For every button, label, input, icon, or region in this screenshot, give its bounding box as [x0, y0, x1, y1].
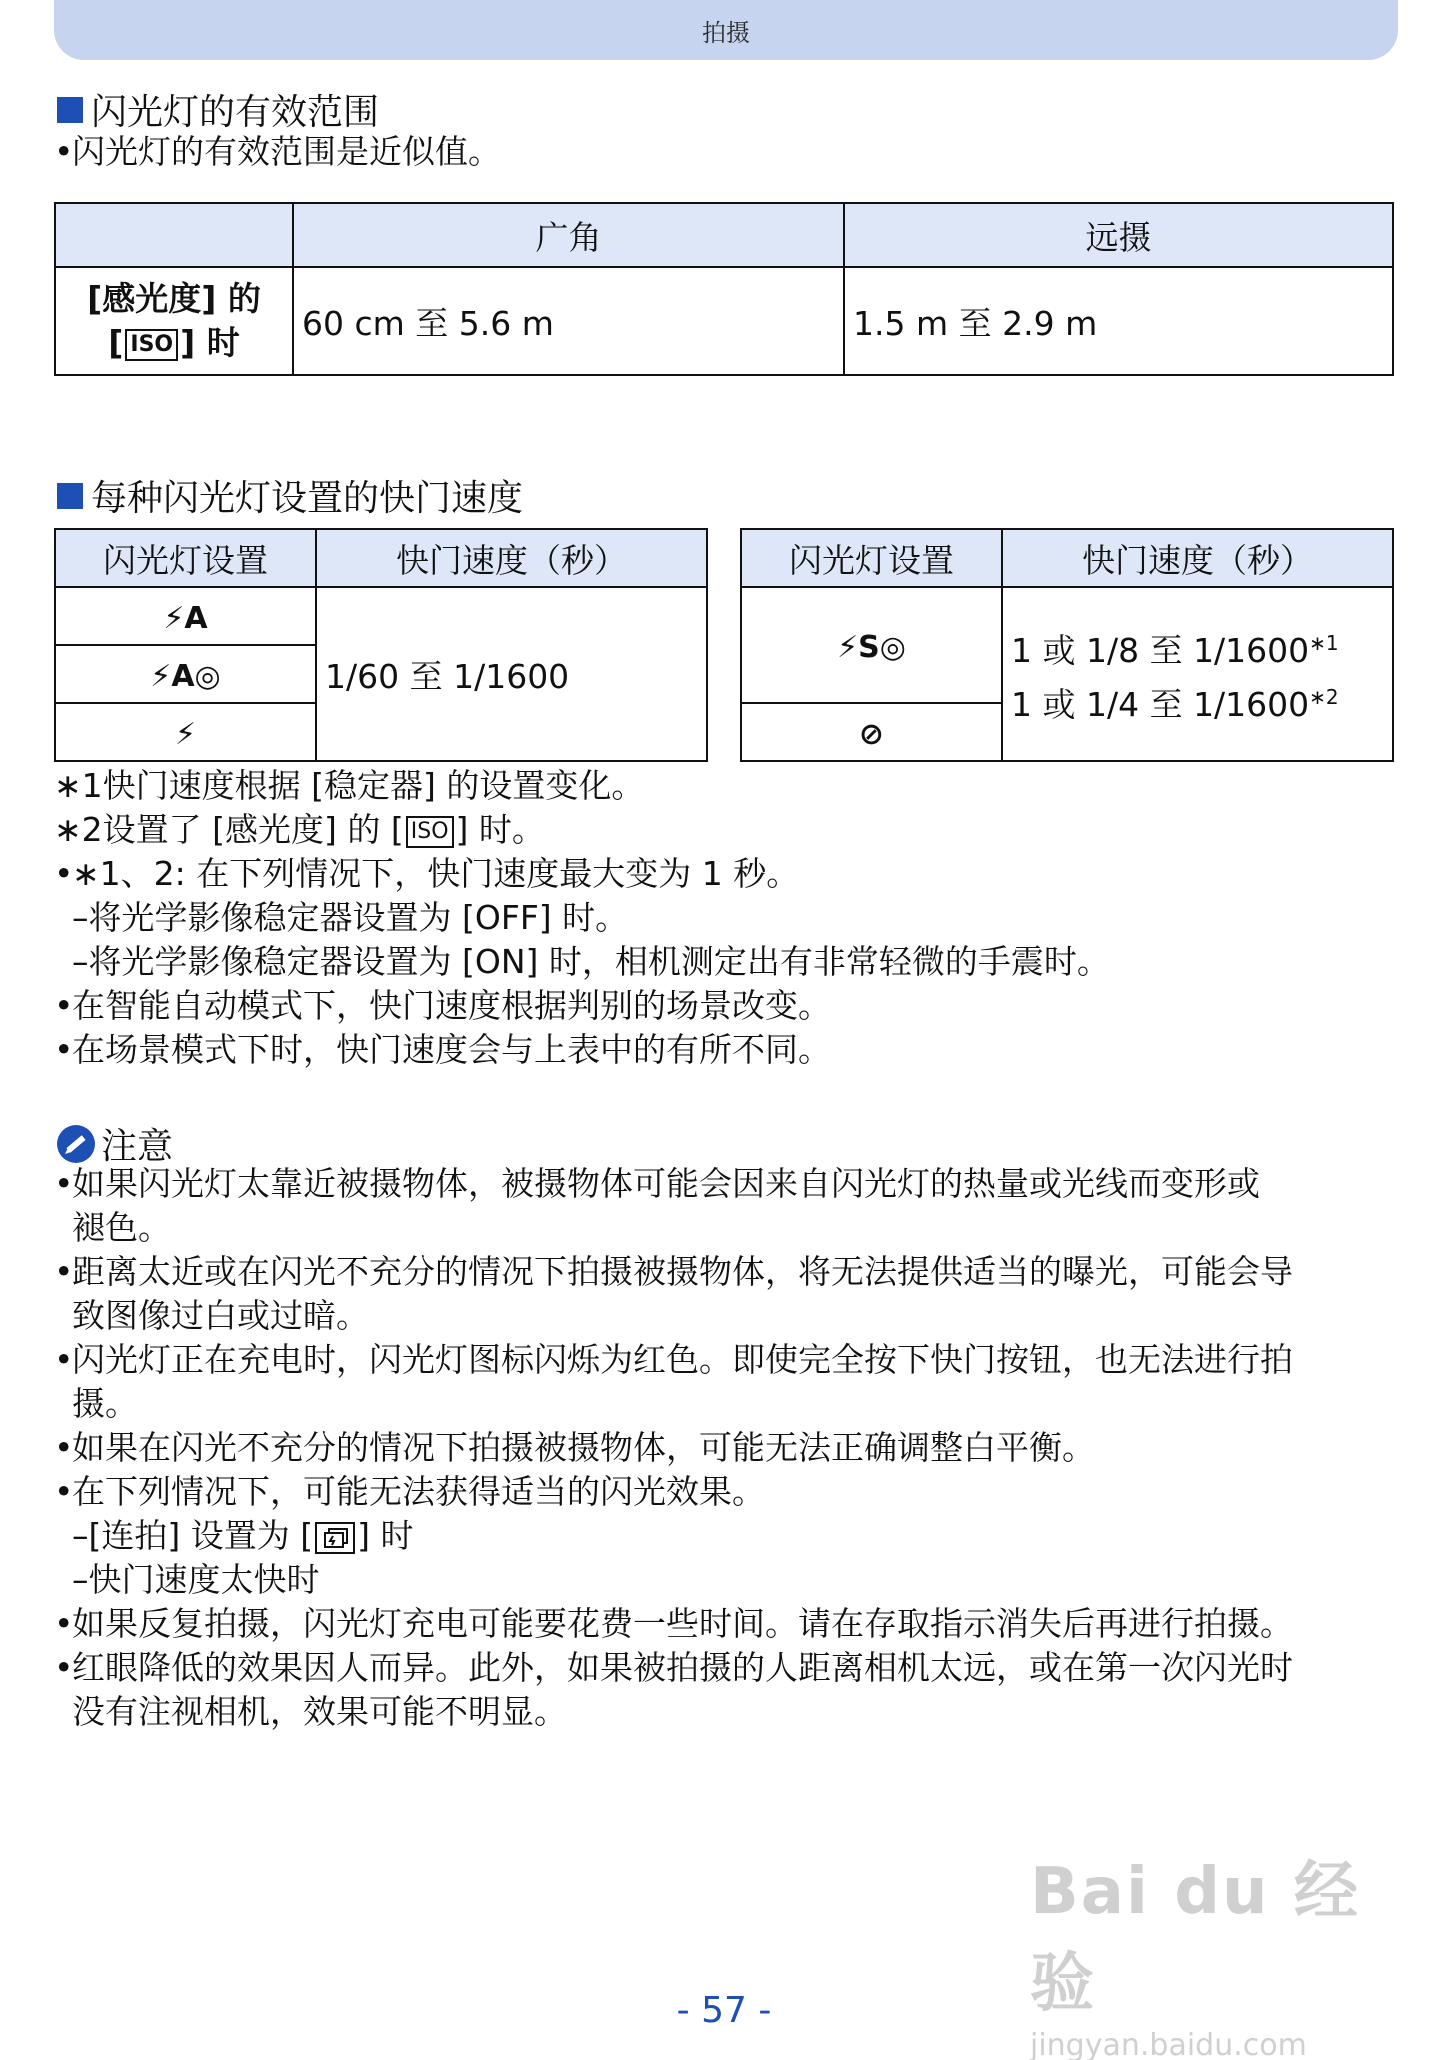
footnote-bullet-3: •在场景模式下时，快门速度会与上表中的有所不同。: [54, 1030, 831, 1069]
right-col-setting: 闪光灯设置: [741, 529, 1002, 587]
right-col-speed: 快门速度（秒）: [1002, 529, 1393, 587]
range-col-wide: 广角: [293, 203, 844, 267]
left-speed-value: 1/60 至 1/1600: [316, 587, 707, 761]
footnote-1: ∗1快门速度根据 [稳定器] 的设置变化。: [54, 766, 645, 805]
section1-bullet: •闪光灯的有效范围是近似值。: [54, 132, 501, 171]
range-table: [54, 202, 1394, 376]
footnote-bullet-1: •∗1、2: 在下列情况下，快门速度最大变为 1 秒。: [54, 854, 800, 893]
right-speed-value: 1 或 1/8 至 $1/1600^{∗1}$ 1 或 1/4 至 $1/1600^{∗2}$: [1002, 587, 1393, 761]
square-bullet-icon: [57, 97, 83, 123]
note-7-cont: 没有注视相机，效果可能不明显。: [72, 1692, 567, 1731]
shutter-table-right: [740, 528, 1394, 762]
footnote-dash-1: –将光学影像稳定器设置为 [OFF] 时。: [72, 898, 629, 937]
note-1-cont: 褪色。: [72, 1208, 171, 1247]
note-3: •闪光灯正在充电时，闪光灯图标闪烁为红色。即使完全按下快门按钮，也无法进行拍: [54, 1340, 1293, 1379]
flash-auto-icon: ⚡A: [55, 587, 316, 645]
note-3-cont: 摄。: [72, 1384, 138, 1423]
flash-auto-redeye-icon: ⚡A◎: [55, 645, 316, 703]
header-bar: [54, 0, 1398, 60]
note-6: •如果反复拍摄，闪光灯充电可能要花费一些时间。请在存取指示消失后再进行拍摄。: [54, 1604, 1293, 1643]
flash-forced-off-icon: ⊘: [741, 703, 1002, 761]
footnote-2: ∗2设置了 [感光度] 的 [ ISO ] 时。: [54, 810, 545, 849]
note-5-dash-2: –快门速度太快时: [72, 1560, 320, 1599]
square-bullet-icon: [57, 483, 83, 509]
footnote-bullet-2: •在智能自动模式下，快门速度根据判别的场景改变。: [54, 986, 831, 1025]
footnote-dash-2: –将光学影像稳定器设置为 [ON] 时，相机测定出有非常轻微的手震时。: [72, 942, 1110, 981]
range-table-corner: [55, 203, 293, 267]
note-2-cont: 致图像过白或过暗。: [72, 1296, 369, 1335]
range-col-tele: 远摄: [844, 203, 1393, 267]
baidu-watermark: Bai du 经验 jingyan.baidu.com: [1030, 1855, 1360, 2060]
header-title: 拍摄: [702, 18, 750, 47]
note-7: •红眼降低的效果因人而异。此外，如果被拍摄的人距离相机太远，或在第一次闪光时: [54, 1648, 1293, 1687]
intelligent-iso-icon: ISO: [125, 329, 178, 361]
burst-mode-icon: [315, 1522, 355, 1554]
note-1: •如果闪光灯太靠近被摄物体，被摄物体可能会因来自闪光灯的热量或光线而变形或: [54, 1164, 1260, 1203]
page-number: - 57 -: [676, 1990, 772, 2031]
note-4: •如果在闪光不充分的情况下拍摄被摄物体，可能无法正确调整白平衡。: [54, 1428, 1095, 1467]
range-tele-value: 1.5 m 至 2.9 m: [844, 267, 1393, 375]
pencil-note-icon: [57, 1125, 95, 1163]
section2-title: 每种闪光灯设置的快门速度: [57, 470, 523, 521]
note-2: •距离太近或在闪光不充分的情况下拍摄被摄物体，将无法提供适当的曝光，可能会导: [54, 1252, 1293, 1291]
range-row-label: [感光度] 的 [ ISO ] 时: [55, 267, 293, 375]
left-col-speed: 快门速度（秒）: [316, 529, 707, 587]
left-col-setting: 闪光灯设置: [55, 529, 316, 587]
shutter-table-left: [54, 528, 708, 762]
note-5: •在下列情况下，可能无法获得适当的闪光效果。: [54, 1472, 765, 1511]
section1-title: 闪光灯的有效范围: [57, 84, 379, 135]
range-wide-value: 60 cm 至 5.6 m: [293, 267, 844, 375]
flash-slow-sync-redeye-icon: ⚡S◎: [741, 587, 1002, 703]
flash-forced-on-icon: ⚡: [55, 703, 316, 761]
intelligent-iso-icon: ISO: [406, 816, 454, 848]
note-5-dash-1: –[连拍] 设置为 [ ] 时: [72, 1516, 414, 1555]
notes-title: 注意: [57, 1118, 173, 1169]
